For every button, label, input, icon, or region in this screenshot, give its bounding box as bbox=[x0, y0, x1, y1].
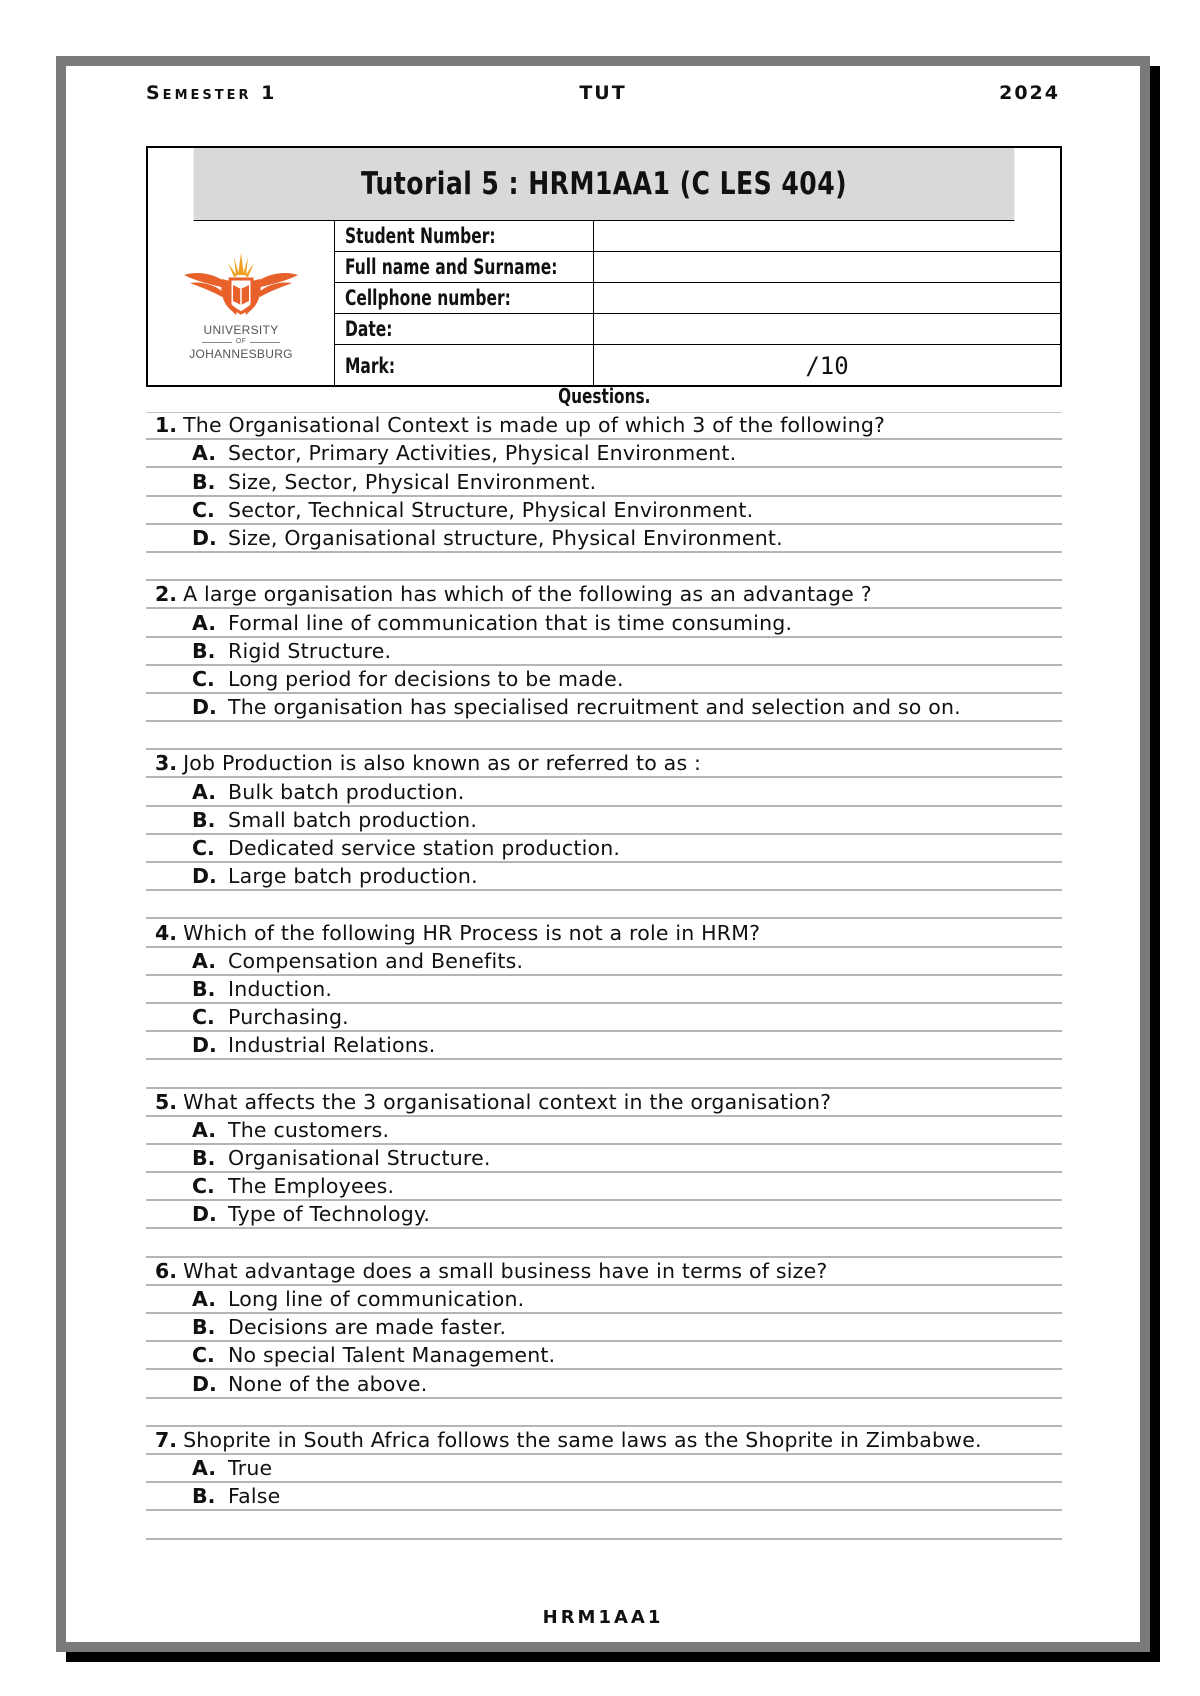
option-text: The customers. bbox=[228, 1117, 390, 1142]
question-number: 1. bbox=[155, 413, 178, 438]
answer-option[interactable] bbox=[146, 1117, 1062, 1145]
option-letter: C. bbox=[192, 836, 215, 860]
option-letter: D. bbox=[192, 1202, 217, 1227]
date-field[interactable] bbox=[594, 314, 1060, 344]
option-text: Size, Sector, Physical Environment. bbox=[228, 469, 597, 494]
answer-option[interactable] bbox=[146, 1145, 1062, 1173]
option-letter: D. bbox=[192, 1371, 217, 1396]
option-letter: B. bbox=[192, 469, 216, 494]
answer-option[interactable] bbox=[146, 638, 1062, 666]
university-logo bbox=[148, 221, 335, 386]
answer-option[interactable] bbox=[146, 835, 1062, 863]
option-letter: B. bbox=[192, 1315, 216, 1340]
answer-option[interactable] bbox=[146, 778, 1062, 806]
option-text: None of the above. bbox=[228, 1371, 428, 1396]
answer-option[interactable] bbox=[146, 1286, 1062, 1314]
student-fields bbox=[335, 221, 1060, 386]
blank-rule bbox=[146, 891, 1062, 919]
option-text: No special Talent Management. bbox=[228, 1343, 556, 1368]
logo-line-johannesburg: JOHANNESBURG bbox=[189, 346, 293, 361]
answer-option[interactable] bbox=[146, 1342, 1062, 1370]
answer-option[interactable] bbox=[146, 1173, 1062, 1201]
field-label: Cellphone number: bbox=[335, 283, 594, 313]
logo-wordmark bbox=[189, 323, 293, 362]
option-letter: D. bbox=[192, 1033, 217, 1058]
answer-option[interactable] bbox=[146, 1314, 1062, 1342]
answer-option[interactable] bbox=[146, 976, 1062, 1004]
option-text: Compensation and Benefits. bbox=[228, 948, 524, 973]
option-letter: A. bbox=[192, 1117, 217, 1142]
option-letter: B. bbox=[192, 976, 216, 1001]
question-text: The Organisational Context is made up of which 3 of the following? bbox=[183, 413, 886, 438]
option-text: Long period for decisions to be made. bbox=[228, 666, 624, 691]
option-text: The organisation has specialised recruitment and selection and so on. bbox=[228, 695, 961, 720]
option-text: True bbox=[228, 1456, 273, 1481]
answer-option[interactable] bbox=[146, 666, 1062, 694]
blank-rule bbox=[146, 1511, 1062, 1539]
option-letter: A. bbox=[192, 1287, 217, 1311]
option-letter: C. bbox=[192, 1343, 215, 1368]
question-text: What advantage does a small business have in terms of size? bbox=[183, 1258, 828, 1283]
field-row-date bbox=[335, 314, 1060, 345]
question-stem bbox=[146, 581, 1062, 609]
blank-rule bbox=[146, 1229, 1062, 1257]
tutorial-info-box bbox=[146, 146, 1062, 387]
answer-option[interactable] bbox=[146, 440, 1062, 468]
option-letter: B. bbox=[192, 638, 216, 663]
answer-option[interactable] bbox=[146, 807, 1062, 835]
option-letter: A. bbox=[192, 441, 217, 466]
mark-field: /10 bbox=[805, 351, 849, 380]
option-text: Size, Organisational structure, Physical Environment. bbox=[228, 525, 783, 550]
blank-rule bbox=[146, 553, 1062, 581]
option-text: Induction. bbox=[228, 976, 333, 1001]
question-stem bbox=[146, 412, 1062, 440]
header-year: 2024 bbox=[999, 82, 1060, 104]
header-semester: Semester 1 bbox=[146, 82, 278, 104]
option-text: Industrial Relations. bbox=[228, 1033, 436, 1058]
answer-option[interactable] bbox=[146, 694, 1062, 722]
answer-option[interactable] bbox=[146, 1370, 1062, 1398]
question-stem bbox=[146, 1427, 1062, 1455]
question-number: 4. bbox=[155, 920, 178, 945]
question-text: What affects the 3 organisational context in the organisation? bbox=[183, 1089, 832, 1114]
student-number-field[interactable] bbox=[594, 221, 1060, 251]
question-text: Job Production is also known as or referred to as : bbox=[183, 751, 702, 776]
question-text: Which of the following HR Process is not a role in HRM? bbox=[183, 920, 761, 945]
question-number: 5. bbox=[155, 1089, 178, 1114]
blank-rule bbox=[146, 1060, 1062, 1088]
option-letter: C. bbox=[192, 497, 215, 522]
option-letter: B. bbox=[192, 1484, 216, 1509]
answer-option[interactable] bbox=[146, 1004, 1062, 1032]
field-row-student-number bbox=[335, 221, 1060, 252]
option-text: Small batch production. bbox=[228, 807, 478, 832]
answer-option[interactable] bbox=[146, 497, 1062, 525]
answer-option[interactable] bbox=[146, 1201, 1062, 1229]
option-letter: B. bbox=[192, 1146, 216, 1171]
option-letter: A. bbox=[192, 1456, 217, 1481]
option-letter: A. bbox=[192, 779, 217, 804]
option-text: Decisions are made faster. bbox=[228, 1315, 507, 1340]
full-name-field[interactable] bbox=[594, 252, 1060, 282]
answer-option[interactable] bbox=[146, 525, 1062, 553]
option-letter: A. bbox=[192, 610, 217, 635]
question-number: 3. bbox=[155, 751, 178, 776]
cellphone-field[interactable] bbox=[594, 283, 1060, 313]
answer-option[interactable] bbox=[146, 1483, 1062, 1511]
option-letter: D. bbox=[192, 525, 217, 550]
option-text: Dedicated service station production. bbox=[228, 836, 621, 860]
option-letter: C. bbox=[192, 1174, 215, 1199]
option-text: Type of Technology. bbox=[228, 1202, 431, 1227]
field-label: Mark: bbox=[335, 345, 594, 386]
option-letter: C. bbox=[192, 1005, 215, 1030]
field-row-cellphone bbox=[335, 283, 1060, 314]
question-number: 7. bbox=[155, 1427, 178, 1452]
answer-option[interactable] bbox=[146, 609, 1062, 637]
option-text: The Employees. bbox=[228, 1174, 395, 1199]
option-letter: B. bbox=[192, 807, 216, 832]
field-label: Full name and Surname: bbox=[335, 252, 594, 282]
option-text: Organisational Structure. bbox=[228, 1146, 491, 1171]
logo-of bbox=[189, 338, 293, 347]
option-letter: A. bbox=[192, 948, 217, 973]
field-label: Date: bbox=[335, 314, 594, 344]
question-stem bbox=[146, 750, 1062, 778]
info-body bbox=[148, 221, 1060, 386]
answer-option[interactable] bbox=[146, 1032, 1062, 1060]
blank-rule bbox=[146, 1399, 1062, 1427]
option-letter: D. bbox=[192, 864, 217, 889]
university-emblem-icon bbox=[176, 245, 306, 323]
option-text: Rigid Structure. bbox=[228, 638, 392, 663]
questions-heading: Questions. bbox=[557, 384, 651, 408]
option-text: Sector, Technical Structure, Physical Environment. bbox=[228, 497, 754, 522]
field-label: Student Number: bbox=[335, 221, 594, 251]
answer-option[interactable] bbox=[146, 468, 1062, 496]
question-text: Shoprite in South Africa follows the same laws as the Shoprite in Zimbabwe. bbox=[183, 1427, 982, 1452]
answer-option[interactable] bbox=[146, 948, 1062, 976]
field-row-mark bbox=[335, 345, 1060, 386]
logo-of-text: OF bbox=[235, 338, 247, 346]
header-institution: TUT bbox=[579, 82, 627, 104]
option-text: Large batch production. bbox=[228, 864, 478, 889]
questions-list bbox=[146, 412, 1062, 1540]
question-stem bbox=[146, 1258, 1062, 1286]
question-number: 6. bbox=[155, 1258, 178, 1283]
option-text: Purchasing. bbox=[228, 1005, 349, 1030]
question-number: 2. bbox=[155, 582, 178, 607]
option-text: False bbox=[228, 1484, 281, 1509]
option-text: Long line of communication. bbox=[228, 1287, 525, 1311]
question-stem bbox=[146, 1089, 1062, 1117]
answer-option[interactable] bbox=[146, 863, 1062, 891]
option-text: Sector, Primary Activities, Physical Environment. bbox=[228, 441, 737, 466]
answer-option[interactable] bbox=[146, 1455, 1062, 1483]
question-text: A large organisation has which of the following as an advantage ? bbox=[183, 582, 872, 607]
option-text: Bulk batch production. bbox=[228, 779, 465, 804]
tutorial-title: Tutorial 5 : HRM1AA1 (C LES 404) bbox=[194, 148, 1015, 221]
option-letter: D. bbox=[192, 695, 217, 720]
question-stem bbox=[146, 919, 1062, 947]
field-row-full-name bbox=[335, 252, 1060, 283]
logo-line-university: UNIVERSITY bbox=[203, 323, 279, 338]
blank-rule bbox=[146, 722, 1062, 750]
option-letter: C. bbox=[192, 666, 215, 691]
footer-course-code: HRM1AA1 bbox=[542, 1607, 664, 1628]
document-page bbox=[56, 56, 1150, 1652]
option-text: Formal line of communication that is time consuming. bbox=[228, 610, 793, 635]
